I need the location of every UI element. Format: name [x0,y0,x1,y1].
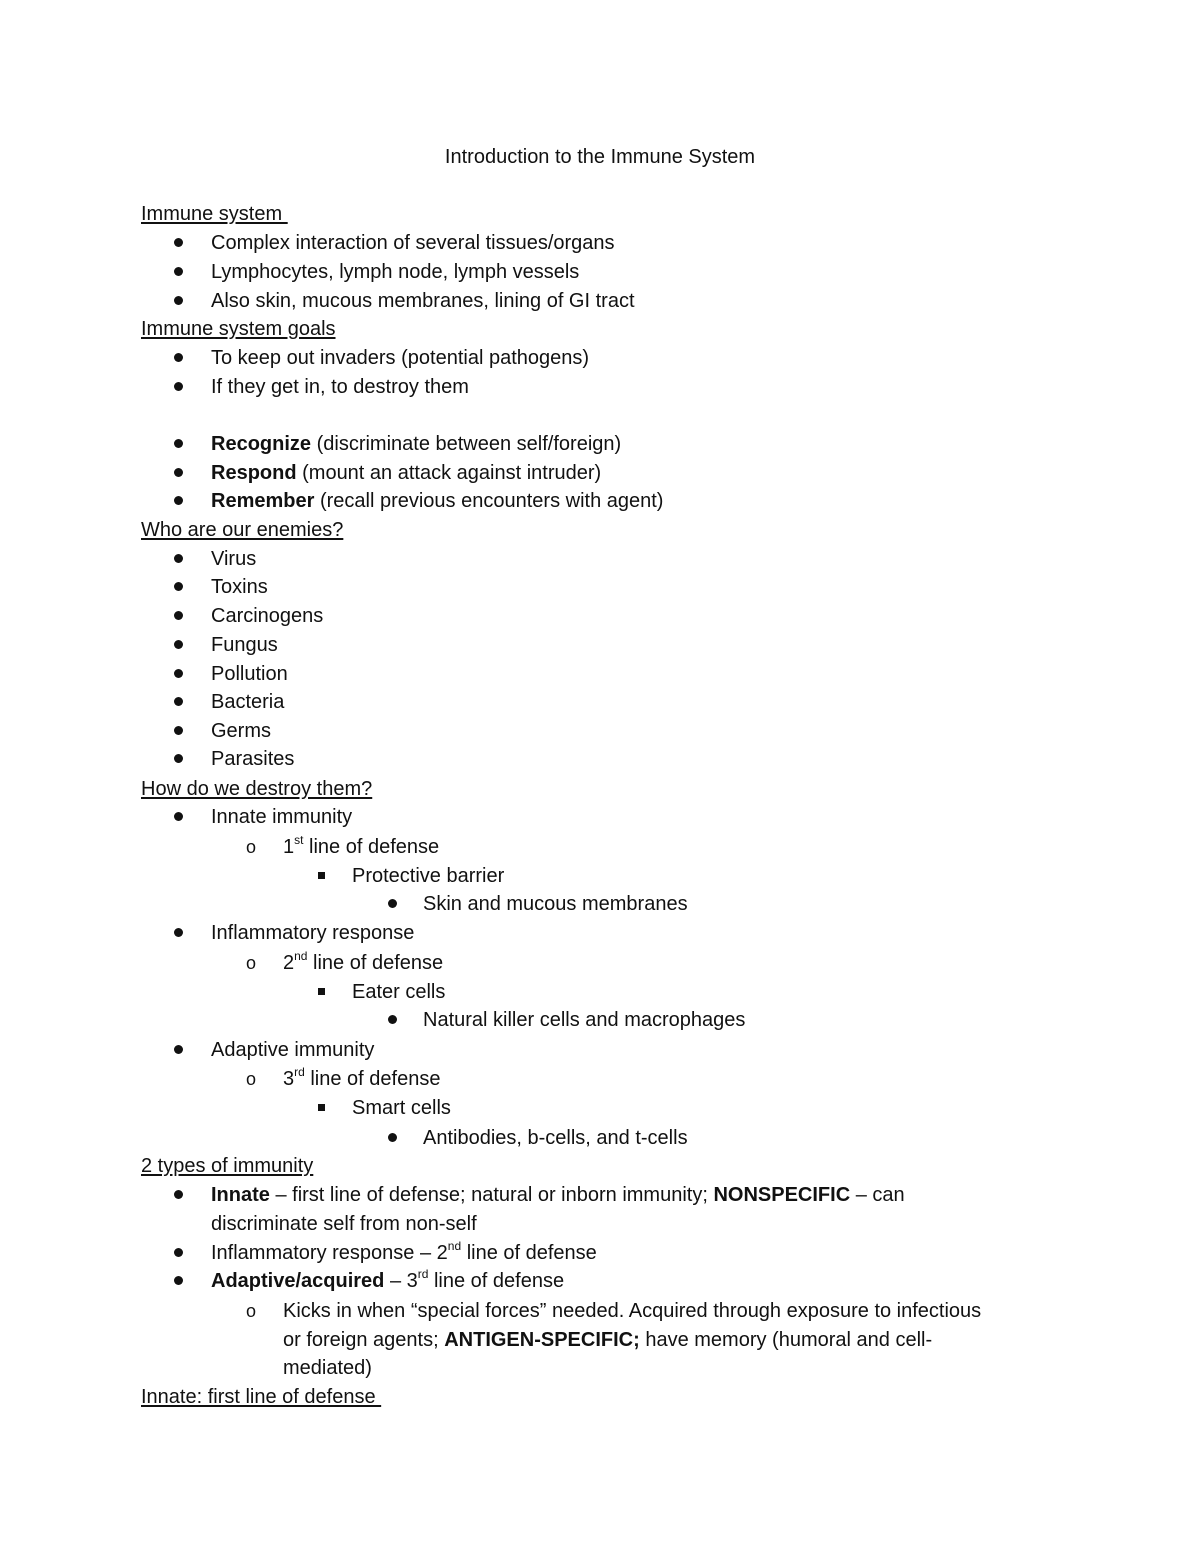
bullet-icon [174,803,183,831]
list-item: Lymphocytes, lymph node, lymph vessels [211,261,580,283]
list-item: Parasites [211,748,295,770]
term-respond: Respond [211,462,297,484]
list-item: Fungus [211,634,278,656]
list-item: Innate immunity [211,806,353,828]
list-item: Inflammatory response [211,922,415,944]
line-text: line of defense [304,1068,441,1090]
list-item-continuation: discriminate self from non-self [211,1213,477,1235]
line-text: line of defense [303,836,440,858]
heading-immune-system: Immune system [141,203,288,225]
list-item-continuation: mediated) [283,1357,372,1379]
ordinal-suffix: nd [447,1239,462,1253]
term-description: (recall previous encounters with agent) [314,490,664,512]
circle-bullet-icon: o [246,837,257,857]
heading-enemies: Who are our enemies? [141,519,344,541]
list-item: Skin and mucous membranes [423,893,688,915]
list-item [211,1239,597,1267]
list-item-continuation [283,1326,932,1354]
square-bullet-icon [318,862,325,890]
bullet-icon [174,487,183,515]
list-item [211,1267,564,1295]
ordinal-suffix: rd [294,1065,305,1079]
line-text: line of defense [307,952,444,974]
bullet-icon [174,688,183,716]
item-text: Inflammatory response – 2 [211,1242,448,1264]
square-bullet-icon [318,1094,325,1122]
item-text: – 3 [384,1270,418,1292]
bullet-icon [174,459,183,487]
term-description: (mount an attack against intruder) [296,462,602,484]
list-item: If they get in, to destroy them [211,376,469,398]
circle-bullet-icon: o [246,1069,257,1089]
ordinal-suffix: nd [294,949,308,963]
list-item [283,949,443,977]
list-item [211,1181,905,1209]
term-description: – can [850,1184,905,1206]
list-item: Antibodies, b-cells, and t-cells [423,1127,688,1149]
list-item [283,1065,440,1093]
bullet-icon [388,1006,397,1034]
bullet-icon [174,1267,183,1295]
line-number: 3 [283,1068,295,1090]
ordinal-suffix: rd [417,1267,429,1281]
ordinal-suffix: st [294,833,304,847]
document-title: Introduction to the Immune System [444,146,756,168]
bullet-icon [174,430,183,458]
bullet-icon [174,373,183,401]
item-text: line of defense [461,1242,597,1264]
list-item: Eater cells [352,981,446,1003]
bullet-icon [174,1239,183,1267]
bullet-icon [174,258,183,286]
bullet-icon [174,1036,183,1064]
term-antigen-specific: ANTIGEN-SPECIFIC; [444,1329,640,1351]
circle-bullet-icon: o [246,1301,257,1321]
list-item [283,833,439,861]
bullet-icon [174,717,183,745]
item-text: have memory (humoral and cell- [639,1329,933,1351]
list-item [211,430,621,458]
list-item: Carcinogens [211,605,324,627]
term-description: – first line of defense; natural or inborn immunity; [269,1184,714,1206]
heading-innate-first-line: Innate: first line of defense [141,1386,382,1408]
list-item: Bacteria [211,691,285,713]
line-number: 1 [283,836,295,858]
list-item: To keep out invaders (potential pathogens) [211,347,590,369]
term-nonspecific: NONSPECIFIC [713,1184,851,1206]
list-item: Virus [211,548,257,570]
list-item: Natural killer cells and macrophages [423,1009,746,1031]
list-item: Germs [211,720,271,742]
term-adaptive: Adaptive/acquired [211,1270,385,1292]
list-item: Also skin, mucous membranes, lining of GI tract [211,290,635,312]
bullet-icon [174,344,183,372]
list-item [211,487,663,515]
term-innate: Innate [211,1184,270,1206]
bullet-icon [174,545,183,573]
heading-types-of-immunity: 2 types of immunity [141,1155,314,1177]
item-text: or foreign agents; [283,1329,445,1351]
term-remember: Remember [211,490,315,512]
bullet-icon [174,1181,183,1209]
bullet-icon [174,631,183,659]
heading-immune-system-goals: Immune system goals [141,318,336,340]
bullet-icon [174,229,183,257]
term-recognize: Recognize [211,433,312,455]
item-text: line of defense [428,1270,565,1292]
list-item: Pollution [211,663,288,685]
list-item: Complex interaction of several tissues/organs [211,232,615,254]
list-item: Toxins [211,576,268,598]
term-description: (discriminate between self/foreign) [311,433,622,455]
list-item: Smart cells [352,1097,451,1119]
square-bullet-icon [318,978,325,1006]
line-number: 2 [283,952,295,974]
list-item: Protective barrier [352,865,505,887]
heading-destroy: How do we destroy them? [141,778,373,800]
bullet-icon [174,287,183,315]
bullet-icon [174,745,183,773]
bullet-icon [174,602,183,630]
bullet-icon [174,919,183,947]
bullet-icon [388,1124,397,1152]
list-item: Adaptive immunity [211,1039,375,1061]
list-item [211,459,601,487]
bullet-icon [174,573,183,601]
bullet-icon [174,660,183,688]
bullet-icon [388,890,397,918]
circle-bullet-icon: o [246,953,257,973]
list-item: Kicks in when “special forces” needed. Acquired through exposure to infectious [283,1300,982,1322]
